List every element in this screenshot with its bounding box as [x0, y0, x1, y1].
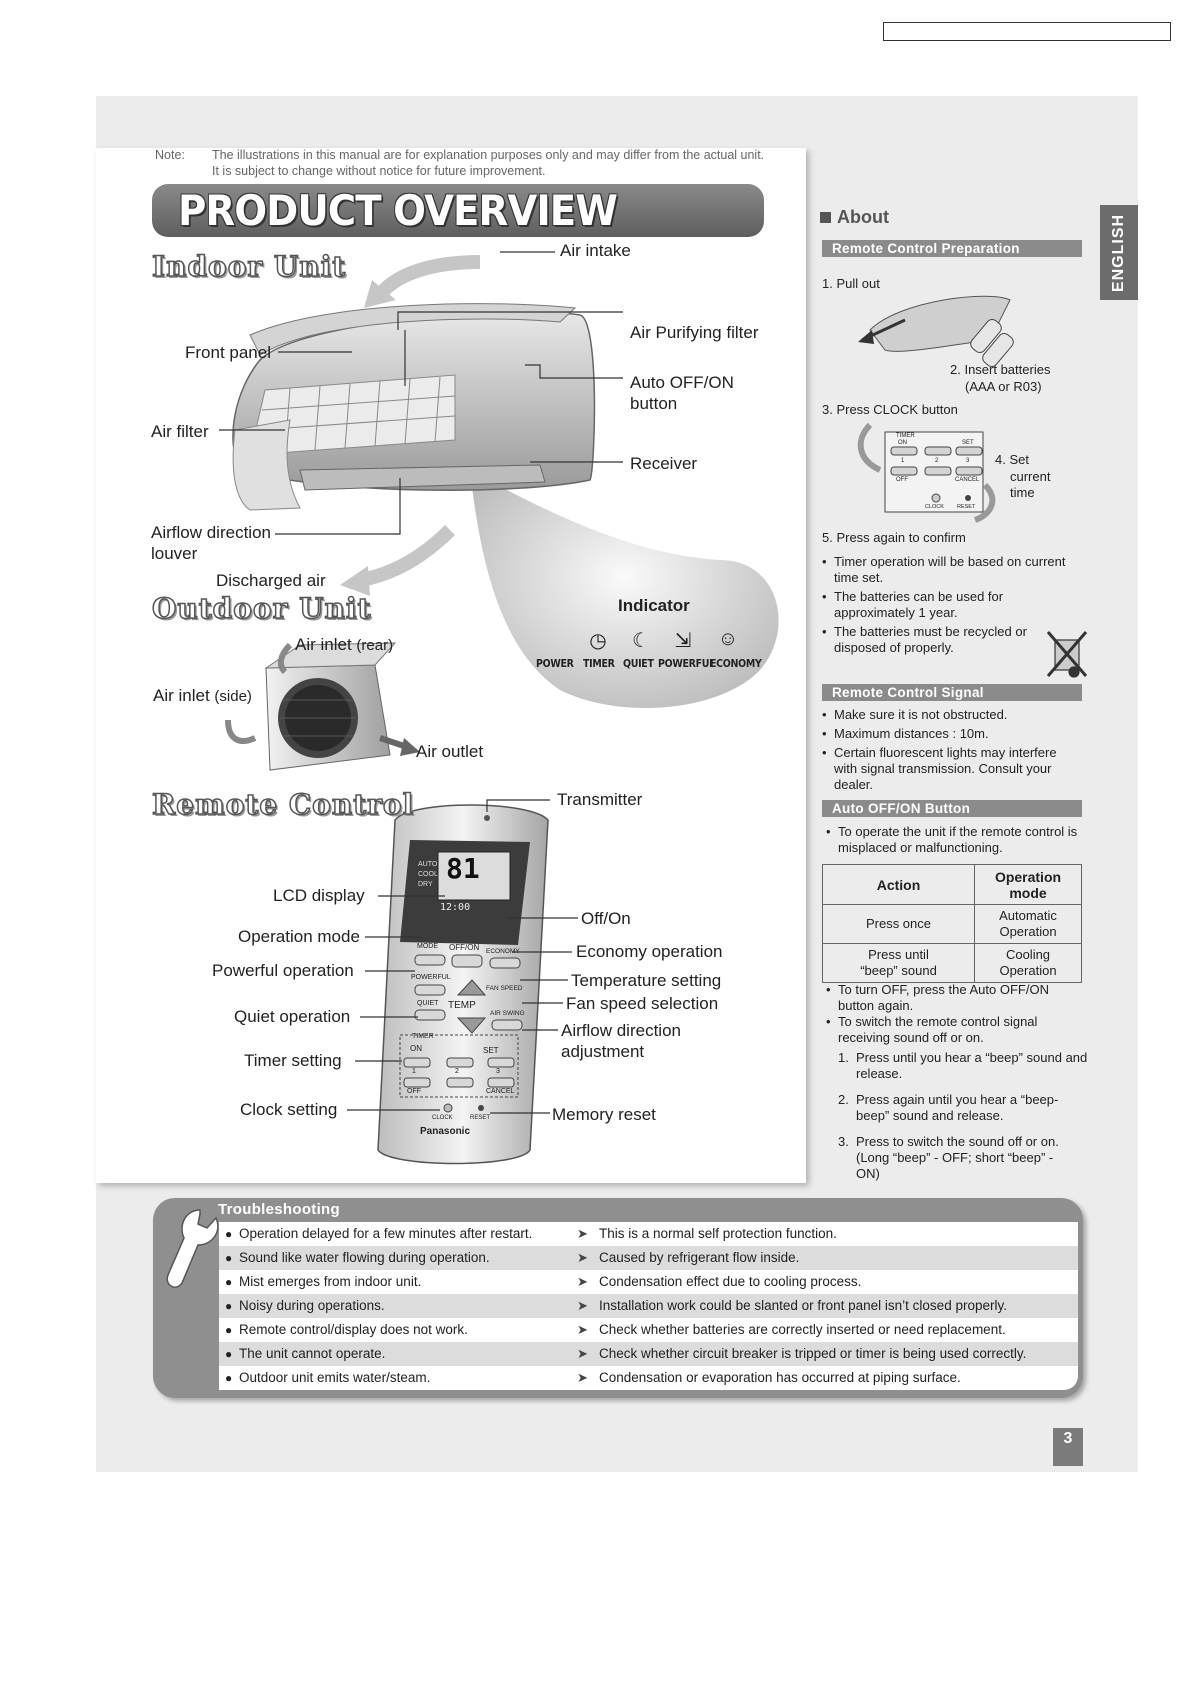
remote-timer-label: TIMER: [412, 1033, 434, 1040]
label-air-outlet: Air outlet: [416, 742, 484, 761]
remote-mode-auto: AUTO: [418, 861, 438, 868]
sound-step-2-text: Press again until you hear a “beep-beep” sound and release.: [856, 1092, 1059, 1123]
powerful-icon: ⇲: [674, 630, 692, 652]
problem-text: Remote control/display does not work.: [239, 1322, 468, 1337]
label-airflow-louver-2: louver: [151, 544, 198, 563]
recycle-bin-icon: [1048, 632, 1086, 677]
clock-panel-timer: TIMER: [896, 433, 915, 439]
bullet-icon: ●: [225, 1347, 233, 1361]
troubleshooting-list: [219, 1222, 1078, 1390]
page-title: PRODUCT OVERVIEW: [178, 186, 617, 235]
problem-text: Operation delayed for a few minutes after restart.: [239, 1226, 533, 1241]
table-cell-action: Press once: [823, 905, 975, 944]
label-air-purifying-filter: Air Purifying filter: [630, 323, 759, 342]
label-economy-operation: Economy operation: [576, 942, 723, 961]
table-row: [219, 1342, 1078, 1366]
sound-step-3: [838, 1134, 1068, 1182]
arrow-icon: ➤: [577, 1346, 588, 1361]
table-header-row: [823, 865, 1082, 905]
table-row: [219, 1270, 1078, 1294]
label-air-inlet-rear: [295, 634, 393, 656]
problem-text: Mist emerges from indoor unit.: [239, 1274, 422, 1289]
arrow-icon: ➤: [577, 1274, 588, 1289]
prep-bullet-3: • The batteries must be recycled or disposed of properly.: [820, 624, 1042, 656]
cause-text: Condensation effect due to cooling process.: [599, 1274, 862, 1289]
remote-digit-3: 3: [496, 1068, 500, 1075]
label-receiver: Receiver: [630, 454, 698, 473]
language-tab-label: ENGLISH: [1110, 213, 1127, 292]
prep-step-2-line1: 2. Insert batteries: [950, 362, 1051, 377]
label-airflow-adjust-1: Airflow direction: [561, 1021, 681, 1040]
label-powerful-operation: Powerful operation: [212, 961, 354, 980]
clock-panel-digit-3: 3: [966, 458, 970, 464]
remote-mode-list: [418, 860, 438, 890]
problem-text: Noisy during operations.: [239, 1298, 385, 1313]
cause-text: Condensation or evaporation has occurred at piping surface.: [599, 1370, 961, 1385]
arrow-icon: ➤: [577, 1370, 588, 1385]
prep-step-4-line3: time: [1010, 485, 1035, 500]
prep-step-4-line1: 4. Set: [995, 452, 1029, 467]
arrow-icon: ➤: [577, 1298, 588, 1313]
indicator-timer: TIMER: [583, 658, 615, 670]
table-cell-mode: Cooling Operation: [975, 944, 1082, 983]
remote-digit-1: 1: [412, 1068, 416, 1075]
signal-bar: Remote Control Signal: [822, 684, 1082, 701]
remote-clock: CLOCK: [432, 1115, 453, 1121]
air-inlet-side-qualifier: (side): [214, 688, 252, 705]
clock-panel-off: OFF: [896, 477, 908, 483]
remote-btn-airswing: AIR SWING: [490, 1010, 525, 1017]
label-timer-setting: Timer setting: [244, 1051, 342, 1070]
label-operation-mode: Operation mode: [238, 927, 360, 946]
label-lcd-display: LCD display: [273, 886, 365, 905]
auto-bullet-3: • To switch the remote control signal receiving sound off or on.: [824, 1014, 1082, 1046]
remote-brand-logo: Panasonic: [420, 1126, 471, 1137]
economy-icon: ☺: [717, 628, 739, 650]
remote-timer-off: OFF: [407, 1088, 421, 1095]
auto-bar: Auto OFF/ON Button: [822, 800, 1082, 817]
section-outdoor-unit: Outdoor Unit: [152, 592, 372, 625]
label-temperature-setting: Temperature setting: [571, 971, 722, 990]
remote-timer-set: SET: [483, 1046, 499, 1055]
table-row: [219, 1294, 1078, 1318]
label-memory-reset: Memory reset: [552, 1105, 656, 1124]
note-text: The illustrations in this manual are for explanation purposes only and may differ from the actual unit. It is subject to change without notice for future improvement.: [212, 148, 765, 178]
cause-text: Check whether batteries are correctly inserted or need replacement.: [599, 1322, 1006, 1337]
table-header-action: Action: [823, 865, 975, 905]
cause-text: Installation work could be slanted or front panel isn’t closed properly.: [599, 1298, 1007, 1313]
air-inlet-side-text: Air inlet: [153, 686, 210, 705]
label-auto-button-2: button: [630, 394, 678, 413]
language-tab: [1100, 205, 1138, 300]
square-bullet-icon: [820, 212, 831, 223]
troubleshooting-title: Troubleshooting: [218, 1201, 340, 1218]
label-front-panel: Front panel: [185, 343, 271, 362]
indicator-powerful: POWERFUL: [658, 658, 715, 670]
remote-digit-2: 2: [455, 1068, 459, 1075]
sound-step-2-num: 2.: [838, 1092, 849, 1107]
cause-text: Check whether circuit breaker is tripped or timer is being used correctly.: [599, 1346, 1027, 1361]
auto-bullet-2: • To turn OFF, press the Auto OFF/ON button again.: [824, 982, 1082, 1014]
label-quiet-operation: Quiet operation: [234, 1007, 351, 1026]
sound-step-1-text: Press until you hear a “beep” sound and release.: [856, 1050, 1088, 1081]
bullet-icon: ●: [225, 1227, 233, 1241]
auto-button-table: [822, 864, 1082, 983]
prep-bullet-2: • The batteries can be used for approximately 1 year.: [820, 589, 1082, 621]
label-airflow-adjust-2: adjustment: [561, 1042, 645, 1061]
label-auto-button-1: Auto OFF/ON: [630, 373, 734, 392]
table-cell-mode: Automatic Operation: [975, 905, 1082, 944]
bullet-icon: ●: [225, 1299, 233, 1313]
problem-text: The unit cannot operate.: [239, 1346, 386, 1361]
remote-reset: RESET: [470, 1115, 491, 1121]
air-inlet-rear-text: Air inlet: [295, 635, 352, 654]
prep-step-4-line2: current: [1010, 469, 1051, 484]
remote-btn-powerful: POWERFUL: [411, 974, 451, 981]
signal-bullet-1: • Make sure it is not obstructed.: [820, 707, 1082, 723]
prep-bar: Remote Control Preparation: [822, 240, 1082, 257]
table-row: [219, 1318, 1078, 1342]
clock-panel-digit-2: 2: [935, 458, 939, 464]
prep-step-3: 3. Press CLOCK button: [822, 402, 958, 417]
air-inlet-rear-qualifier: (rear): [356, 637, 394, 654]
label-clock-setting: Clock setting: [240, 1100, 338, 1119]
arrow-icon: ➤: [577, 1250, 588, 1265]
sound-step-3-num: 3.: [838, 1134, 849, 1149]
table-row: [219, 1246, 1078, 1270]
arrow-icon: ➤: [577, 1322, 588, 1337]
page-number: 3: [1053, 1428, 1083, 1466]
label-air-filter: Air filter: [151, 422, 209, 441]
arrow-icon: ➤: [577, 1226, 588, 1241]
label-transmitter: Transmitter: [557, 790, 643, 809]
auto-bullet-1: • To operate the unit if the remote control is misplaced or malfunctioning.: [824, 824, 1082, 856]
sound-step-1: [838, 1050, 1088, 1082]
label-discharged-air: Discharged air: [216, 571, 326, 590]
remote-btn-offon: OFF/ON: [449, 943, 480, 952]
sound-step-1-num: 1.: [838, 1050, 849, 1065]
prep-step-5: 5. Press again to confirm: [822, 530, 966, 545]
bullet-icon: ●: [225, 1371, 233, 1385]
remote-btn-temp: TEMP: [448, 1000, 476, 1011]
label-airflow-louver-1: Airflow direction: [151, 523, 271, 542]
table-row: [823, 905, 1082, 944]
remote-lcd-time: 12:00: [440, 902, 471, 913]
sound-step-3-text: Press to switch the sound off or on. (Long “beep” - OFF; short “beep” - ON): [856, 1134, 1059, 1181]
clock-panel-clock: CLOCK: [925, 504, 944, 510]
clock-panel-cancel: CANCEL: [955, 477, 980, 483]
label-air-intake: Air intake: [560, 241, 631, 260]
remote-mode-cool: COOL: [418, 871, 438, 878]
remote-lcd-temp: 81: [446, 852, 480, 885]
note-label: Note:: [155, 148, 185, 162]
section-remote-control: Remote Control: [152, 788, 415, 821]
table-header-mode: Operation mode: [975, 865, 1082, 905]
remote-btn-fanspeed: FAN SPEED: [486, 985, 523, 992]
remote-btn-mode: MODE: [417, 943, 438, 950]
signal-bullet-3: • Certain fluorescent lights may interfere with signal transmission. Consult your dealer.: [820, 745, 1082, 793]
clock-panel-digit-1: 1: [901, 458, 905, 464]
remote-timer-cancel: CANCEL: [486, 1088, 515, 1095]
prep-step-1: 1. Pull out: [822, 276, 880, 291]
label-air-inlet-side: [153, 685, 252, 707]
indicator-bubble: [470, 470, 779, 708]
about-heading: [820, 207, 889, 228]
problem-text: Sound like water flowing during operation.: [239, 1250, 490, 1265]
label-off-on: Off/On: [581, 909, 631, 928]
indicator-quiet: QUIET: [623, 658, 654, 670]
clock-panel-on: ON: [898, 440, 907, 446]
clock-panel-reset: RESET: [957, 504, 976, 510]
section-indoor-unit: Indoor Unit: [152, 250, 347, 283]
power-icon: ◷: [589, 630, 607, 652]
cause-text: This is a normal self protection function.: [599, 1226, 837, 1241]
bullet-icon: ●: [225, 1323, 233, 1337]
remote-btn-quiet: QUIET: [417, 1000, 439, 1007]
table-cell-action: Press until “beep” sound: [823, 944, 975, 983]
quiet-icon: ☾: [632, 630, 650, 652]
indicator-economy: ECONOMY: [710, 658, 762, 670]
remote-mode-dry: DRY: [418, 881, 433, 888]
table-row: [823, 944, 1082, 983]
bullet-icon: ●: [225, 1251, 233, 1265]
prep-step-2-line2: (AAA or R03): [965, 379, 1042, 394]
indicator-power: POWER: [536, 658, 574, 670]
remote-btn-economy: ECONOMY: [486, 948, 520, 955]
prep-bullet-1: • Timer operation will be based on current time set.: [820, 554, 1082, 586]
sound-step-2: [838, 1092, 1088, 1124]
table-row: [219, 1222, 1078, 1246]
cause-text: Caused by refrigerant flow inside.: [599, 1250, 800, 1265]
label-fan-speed-selection: Fan speed selection: [566, 994, 719, 1013]
indicator-title: Indicator: [618, 596, 690, 615]
remote-timer-on: ON: [410, 1044, 422, 1053]
signal-bullet-2: • Maximum distances : 10m.: [820, 726, 1082, 742]
air-intake-arrow: [380, 262, 480, 295]
problem-text: Outdoor unit emits water/steam.: [239, 1370, 431, 1385]
clock-panel-set: SET: [962, 440, 974, 446]
bullet-icon: ●: [225, 1275, 233, 1289]
about-heading-text: About: [837, 207, 889, 227]
table-row: [219, 1366, 1078, 1390]
